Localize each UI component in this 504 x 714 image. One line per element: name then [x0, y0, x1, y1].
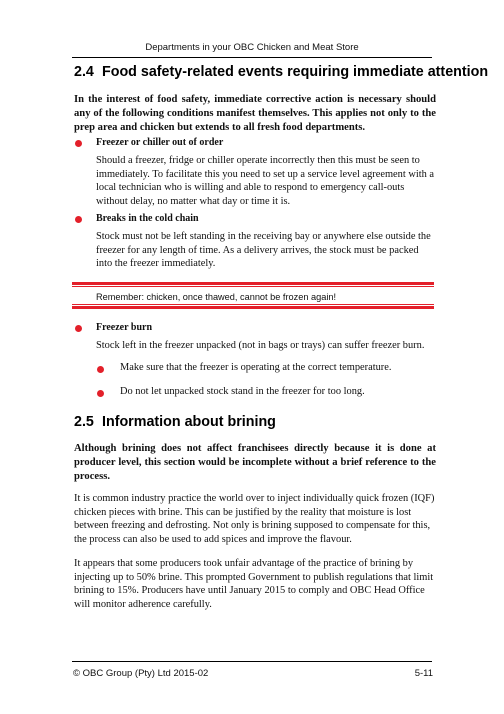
- sub-item: Make sure that the freezer is operating at the correct temperature.: [120, 362, 392, 373]
- body-paragraph: It is common industry practice the world over to inject individually quick frozen (IQF) chicken pieces with brine. This can be justified by the reality that moisture is lost between freezing and defrosting. Not only is brining supposed to compensate for this, the process can also be used to add spices and improve the flavour.: [74, 493, 435, 545]
- section-number: 2.4: [74, 64, 94, 80]
- item-heading: Freezer or chiller out of order: [96, 137, 224, 148]
- footer-copyright: © OBC Group (Pty) Ltd 2015-02: [73, 668, 209, 679]
- reminder-box: [72, 282, 434, 309]
- item-body: Stock left in the freezer unpacked (not in bags or trays) can suffer freezer burn.: [96, 340, 425, 351]
- red-bullet-icon: [75, 325, 82, 332]
- section-title: Information about brining: [101, 414, 276, 430]
- section-heading-2-4: [74, 64, 489, 80]
- item-heading: Breaks in the cold chain: [96, 213, 199, 224]
- running-header: Departments in your OBC Chicken and Meat Store: [145, 42, 359, 53]
- sub-item: Do not let unpacked stock stand in the freezer for too long.: [120, 386, 365, 397]
- red-bullet-icon: [97, 390, 104, 397]
- item-body: Should a freezer, fridge or chiller operate incorrectly then this must be seen to immediately. To facilitate this you need to set up a service level agreement with a local technician who is willing and able to respond to emergency call-outs without delay, no matter what day or time it is.: [96, 155, 435, 207]
- item-body: Stock must not be left standing in the receiving bay or anywhere else outside the freezer for any length of time. As a delivery arrives, the stock must be packed into the freezer immediately.: [96, 231, 431, 269]
- red-bullet-icon: [97, 366, 104, 373]
- section-title: Food safety-related events requiring immediate attention: [101, 64, 489, 80]
- section-intro: Although brining does not affect franchisees directly because it is done at producer level, this section would be incomplete without a brief reference to the process.: [74, 443, 436, 482]
- footer-rule: [72, 661, 432, 662]
- red-bullet-icon: [75, 216, 82, 223]
- section-number: 2.5: [74, 414, 94, 430]
- reminder-text: Remember: chicken, once thawed, cannot be frozen again!: [96, 292, 337, 302]
- section-heading-2-5: [74, 414, 436, 430]
- red-bullet-icon: [75, 140, 82, 147]
- section-intro: In the interest of food safety, immediate corrective action is necessary should any of the following conditions manifest themselves. This applies not only to the prep area and chicken but extends to all fresh food departments.: [74, 94, 436, 133]
- item-heading: Freezer burn: [96, 322, 153, 333]
- body-paragraph: It appears that some producers took unfair advantage of the practice of brining by injecting up to 50% brine. This prompted Government to publish regulations that limit brining to 15%. Producers have until January 2015 to comply and OBC Head Office will monitor adherence carefully.: [74, 558, 434, 610]
- header-rule: [72, 57, 432, 58]
- page-number: 5-11: [414, 668, 433, 679]
